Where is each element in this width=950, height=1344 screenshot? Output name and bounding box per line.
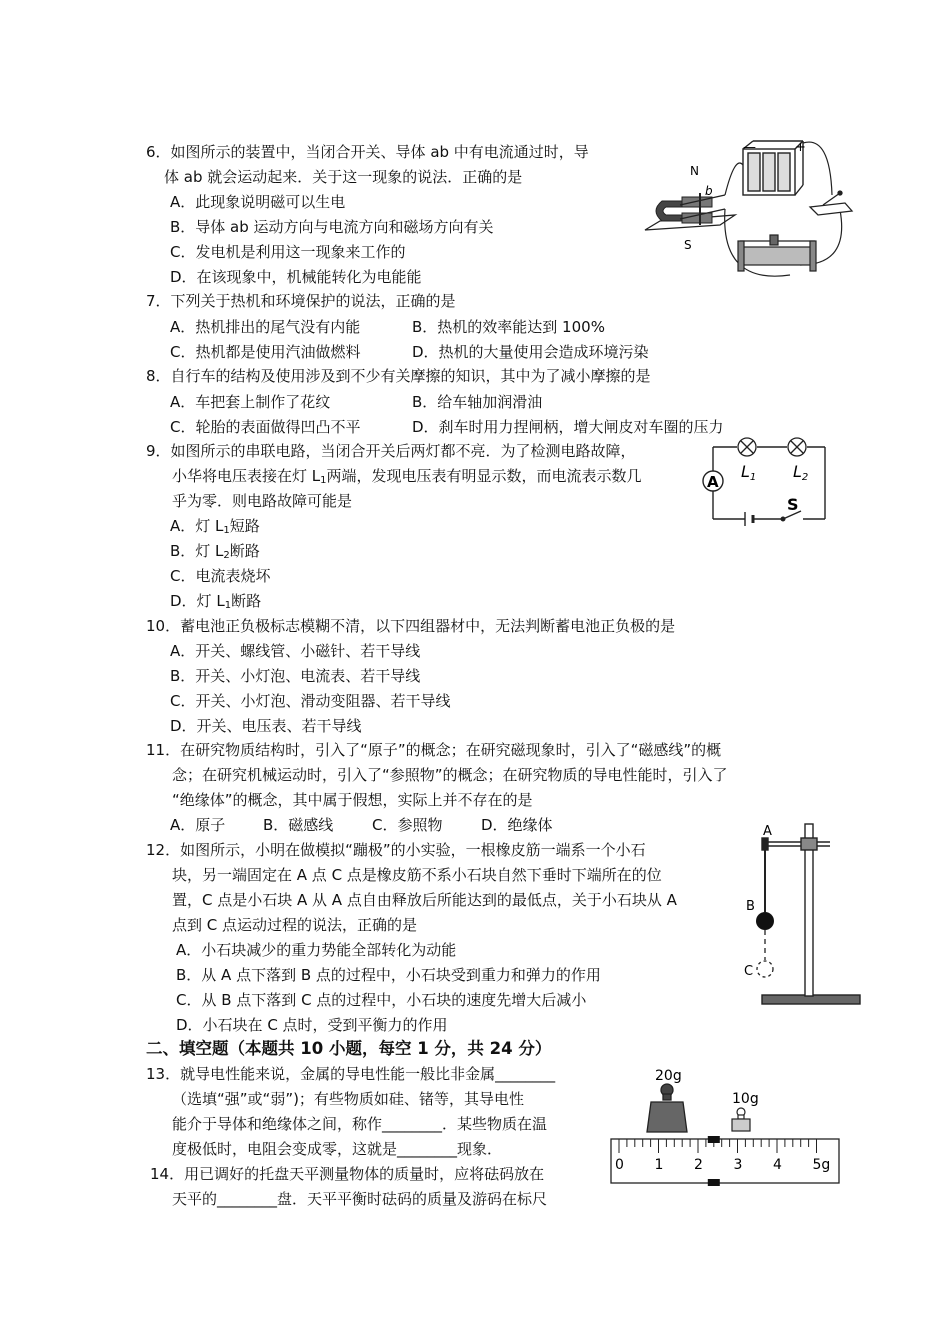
q12-option-c: C．从 B 点下落到 C 点的过程中，小石块的速度先增大后减小 xyxy=(176,991,587,1009)
lamp-l2-label: L2 xyxy=(793,462,809,483)
wire-2 xyxy=(803,142,832,195)
q7-stem: 7．下列关于热机和环境保护的说法，正确的是 xyxy=(146,292,456,310)
q9-opt-d-text: D．灯 L xyxy=(170,592,225,610)
point-c-label: C xyxy=(744,964,754,979)
q6-stem-line1: 6．如图所示的装置中，当闭合开关、导体 ab 中有电流通过时，导 xyxy=(146,143,589,161)
weight-20g-label: 20g xyxy=(655,1068,682,1084)
q6-motor-apparatus-figure xyxy=(640,135,860,295)
q14-line2: 天平的________盘．天平平衡时砝码的质量及游码在标尺 xyxy=(172,1190,548,1208)
q6-stem-line2: 体 ab 就会运动起来．关于这一现象的说法．正确的是 xyxy=(164,168,523,186)
wire-1 xyxy=(725,163,743,195)
q6-option-d: D．在该现象中，机械能转化为电能能 xyxy=(170,268,422,286)
q9-opt-b-text2: 断路 xyxy=(229,542,260,560)
q10-option-c: C．开关、小灯泡、滑动变阻器、若干导线 xyxy=(170,692,451,710)
q9-option-b xyxy=(170,541,260,566)
battery-cell-icon xyxy=(745,512,753,526)
q12-option-d: D．小石块在 C 点时，受到平衡力的作用 xyxy=(176,1016,448,1034)
q12-bungee-figure xyxy=(740,820,865,1010)
scale-tick-label: 5g xyxy=(812,1157,831,1173)
point-a-label: A xyxy=(763,824,772,839)
magnet-n-label: N xyxy=(690,164,699,178)
q9-line2-a: 小华将电压表接在灯 L xyxy=(172,467,321,485)
weight-20g-icon xyxy=(647,1084,687,1132)
q9-opt-b-text: B．灯 L xyxy=(170,542,224,560)
switch-icon xyxy=(810,191,852,215)
q11-stem-line3: “绝缘体”的概念，其中属于假想，实际上并不存在的是 xyxy=(172,791,533,809)
beam-scale xyxy=(611,1139,839,1183)
q11-option-d: D．绝缘体 xyxy=(481,816,553,834)
q12-option-b: B．从 A 点下落到 B 点的过程中，小石块受到重力和弹力的作用 xyxy=(176,966,601,984)
q7-option-b: B．热机的效率能达到 100% xyxy=(412,318,605,336)
scale-tick-label: 0 xyxy=(615,1157,624,1173)
q8-option-c: C．轮胎的表面做得凹凸不平 xyxy=(170,418,361,436)
q6-option-a: A．此现象说明磁可以生电 xyxy=(170,193,346,211)
q9-stem-line1: 9．如图所示的串联电路，当闭合开关后两灯都不亮．为了检测电路故障， xyxy=(146,442,636,460)
q9-opt-a-text2: 短路 xyxy=(229,517,260,535)
q10-option-b: B．开关、小灯泡、电流表、若干导线 xyxy=(170,667,421,685)
q11-option-b: B．磁感线 xyxy=(263,816,334,834)
stone-icon xyxy=(756,912,774,930)
wire-3 xyxy=(725,209,790,276)
q11-stem-line2: 念；在研究机械运动时，引入了“参照物”的概念；在研究物质的导电性能时，引入了 xyxy=(172,766,728,784)
scale-tick-label: 2 xyxy=(694,1157,703,1173)
stand-icon xyxy=(762,824,860,1004)
battery-plus-label: + xyxy=(795,140,806,155)
q12-stem-line2: 块，另一端固定在 A 点 C 点是橡皮筋不系小石块自然下垂时下端所在的位 xyxy=(172,866,662,884)
q8-option-a: A．车把套上制作了花纹 xyxy=(170,393,331,411)
lamp-l2-icon xyxy=(788,438,806,456)
q9-stem-line3: 乎为零．则电路故障可能是 xyxy=(172,492,353,510)
q8-option-b: B．给车轴加润滑油 xyxy=(412,393,543,411)
q9-stem-line2 xyxy=(172,466,642,491)
lamp-l1-label: L1 xyxy=(741,462,757,483)
lamp-l1-icon xyxy=(738,438,756,456)
q12-stem-line3: 置，C 点是小石块 A 从 A 点自由释放后所能达到的最低点，关于小石块从 A xyxy=(172,891,677,909)
q13-line1: 13．就导电性能来说，金属的导电性能一般比非金属________ xyxy=(146,1065,556,1083)
weight-10g-label: 10g xyxy=(732,1091,759,1107)
q7-option-d: D．热机的大量使用会造成环境污染 xyxy=(412,343,649,361)
ammeter-icon xyxy=(703,471,723,491)
rider-marker xyxy=(708,1179,720,1186)
q10-option-a: A．开关、螺线管、小磁针、若干导线 xyxy=(170,642,421,660)
weight-10g-icon xyxy=(732,1108,750,1131)
scale-tick-label: 3 xyxy=(733,1157,743,1173)
scale-tick-label: 4 xyxy=(773,1157,782,1173)
q7-option-a: A．热机排出的尾气没有内能 xyxy=(170,318,361,336)
q14-balance-figure xyxy=(605,1060,845,1190)
q9-opt-b-sub: 2 xyxy=(223,550,230,561)
q14-line1: 14．用已调好的托盘天平测量物体的质量时，应将砝码放在 xyxy=(150,1165,545,1183)
q9-opt-a-sub: 1 xyxy=(223,525,230,536)
q11-option-a: A．原子 xyxy=(170,816,226,834)
q9-line2-sub: 1 xyxy=(320,475,327,486)
q9-opt-d-sub: 1 xyxy=(224,600,232,611)
q12-option-a: A．小石块减少的重力势能全部转化为动能 xyxy=(176,941,457,959)
q6-option-b: B．导体 ab 运动方向与电流方向和磁场方向有关 xyxy=(170,218,494,236)
conductor-b-label: b xyxy=(705,184,713,198)
q8-stem: 8．自行车的结构及使用涉及到不少有关摩擦的知识，其中为了减小摩擦的是 xyxy=(146,367,651,385)
q9-opt-a-text: A．灯 L xyxy=(170,517,224,535)
q12-stem-line1: 12．如图所示，小明在做模拟“蹦极”的小实验，一根橡皮筋一端系一个小石 xyxy=(146,841,646,859)
scale-tick-label: 1 xyxy=(654,1157,664,1173)
q13-line3: 能介于导体和绝缘体之间，称作________．某些物质在温 xyxy=(172,1115,548,1133)
rheostat-icon xyxy=(738,235,816,271)
q8-option-d: D．刹车时用力捏闸柄，增大闸皮对车圈的压力 xyxy=(412,418,724,436)
q13-line2: （选填“强”或“弱”)；有些物质如硅、锗等，其导电性 xyxy=(172,1090,524,1108)
q9-option-d xyxy=(170,591,261,616)
q11-stem-line1: 11．在研究物质结构时，引入了“原子”的概念；在研究磁现象时，引入了“磁感线”的概 xyxy=(146,741,722,759)
switch-s-label: S xyxy=(787,495,799,514)
q13-line4: 度极低时，电阻会变成零，这就是________现象． xyxy=(172,1140,503,1158)
battery-minus-label: — xyxy=(743,140,756,155)
q6-option-c: C．发电机是利用这一现象来工作的 xyxy=(170,243,406,261)
q11-option-c: C．参照物 xyxy=(372,816,443,834)
q9-line2-b: 两端，发现电压表有明显示数，而电流表示数几 xyxy=(326,467,642,485)
ammeter-label: A xyxy=(707,473,719,491)
q12-stem-line4: 点到 C 点运动过程的说法，正确的是 xyxy=(172,916,418,934)
q9-opt-d-text2: 断路 xyxy=(231,592,262,610)
point-b-label: B xyxy=(746,899,755,914)
q10-option-d: D．开关、电压表、若干导线 xyxy=(170,717,362,735)
q9-series-circuit-figure xyxy=(695,435,835,530)
section2-heading: 二、填空题（本题共 10 小题，每空 1 分，共 24 分） xyxy=(146,1039,552,1058)
q9-option-a xyxy=(170,516,260,541)
rider-marker xyxy=(708,1136,720,1143)
q9-option-c: C．电流表烧坏 xyxy=(170,567,271,585)
stone-lowest-position xyxy=(757,961,773,977)
q10-stem: 10．蓄电池正负极标志模糊不清，以下四组器材中，无法判断蓄电池正负极的是 xyxy=(146,617,676,635)
q7-option-c: C．热机都是使用汽油做燃料 xyxy=(170,343,361,361)
magnet-s-label: S xyxy=(684,238,692,252)
